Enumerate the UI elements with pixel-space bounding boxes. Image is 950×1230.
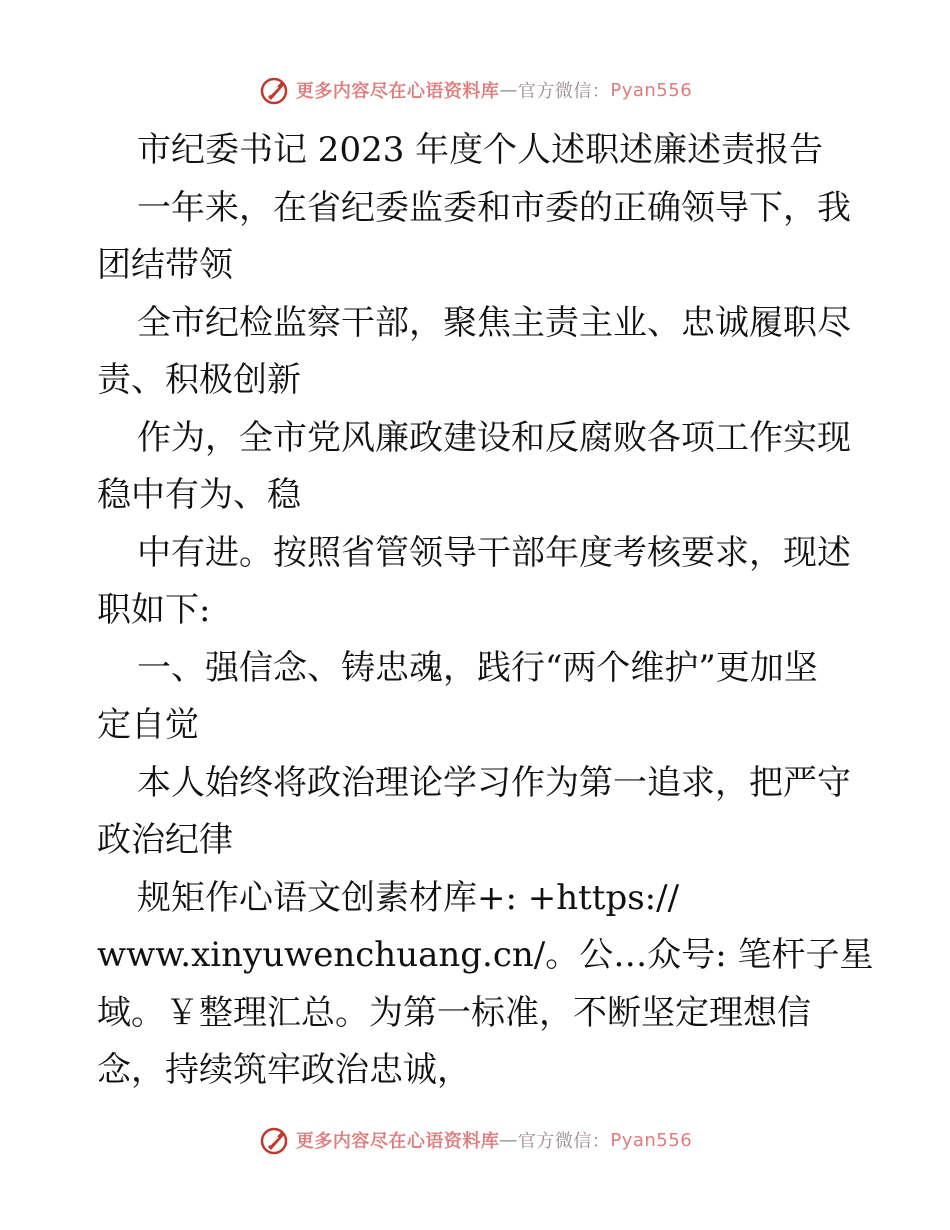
paragraph-line: 团结带领 [97, 245, 233, 285]
paragraph-line: 一年来，在省纪委监委和市委的正确领导下，我 [137, 187, 851, 228]
header-watermark [0, 70, 950, 110]
watermark-dash: — [499, 1129, 518, 1151]
watermark-wechat-id: Pyan556 [610, 79, 693, 101]
watermark-sub-text: 官方微信： [517, 1131, 611, 1152]
watermark-main-text: 更多内容尽在心语资料库 [295, 81, 500, 102]
paragraph-line: 规矩作心语文创素材库+: +https:// [137, 877, 680, 918]
paragraph-line: 稳中有为、稳 [97, 475, 301, 515]
quill-logo-icon [258, 1123, 292, 1157]
watermark-wechat-id: Pyan556 [610, 1129, 693, 1151]
paragraph-line: 责、积极创新 [97, 360, 301, 400]
watermark-sub-text: 官方微信： [517, 81, 611, 102]
paragraph-line: 域。￥整理汇总。为第一标准，不断坚定理想信 [97, 992, 811, 1033]
watermark-main-text: 更多内容尽在心语资料库 [295, 1131, 500, 1152]
footer-watermark [0, 1120, 950, 1160]
paragraph-line: 作为，全市党风廉政建设和反腐败各项工作实现 [137, 417, 851, 458]
document-body [97, 122, 874, 1100]
section-heading-line: 定自觉 [97, 705, 199, 745]
paragraph-line: 本人始终将政治理论学习作为第一追求，把严守 [137, 762, 851, 803]
document-title: 市纪委书记 2023 年度个人述职述廉述责报告 [137, 130, 824, 170]
paragraph-line: 全市纪检监察干部，聚焦主责主业、忠诚履职尽 [137, 302, 851, 343]
paragraph-line: www.xinyuwenchuang.cn/。公…众号: 笔杆子星 [97, 935, 874, 975]
watermark-dash: — [499, 79, 518, 101]
paragraph-line: 中有进。按照省管领导干部年度考核要求，现述 [137, 532, 851, 573]
quill-logo-icon [258, 73, 292, 107]
paragraph-line: 职如下: [97, 590, 211, 630]
paragraph-line: 念，持续筑牢政治忠诚， [97, 1050, 471, 1090]
paragraph-line: 政治纪律 [97, 820, 233, 860]
section-heading-line: 一、强信念、铸忠魂，践行“两个维护”更加坚 [137, 647, 818, 688]
